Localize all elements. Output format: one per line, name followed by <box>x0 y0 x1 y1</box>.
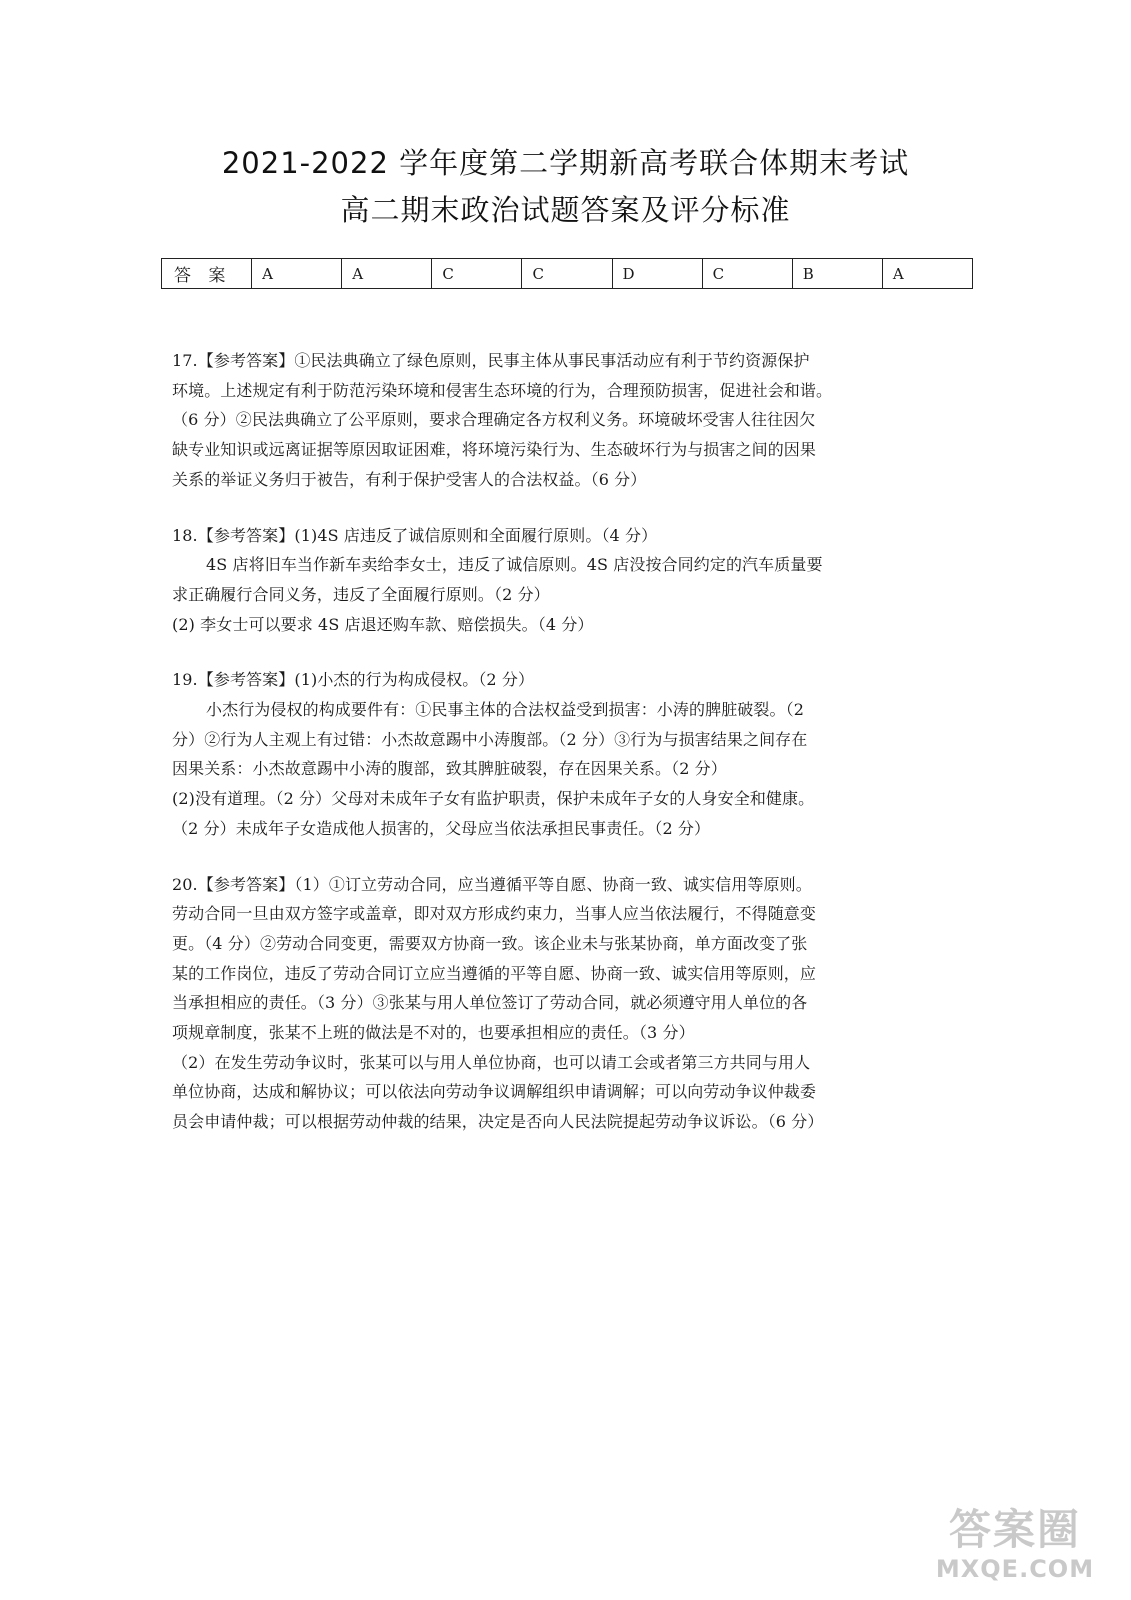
answer-line: 缺专业知识或远离证据等原因取证困难，将环境污染行为、生态破坏行为与损害之间的因果 <box>172 440 817 460</box>
answer-line: （2 分）未成年子女造成他人损害的，父母应当依法承担民事责任。（2 分） <box>172 818 711 838</box>
answer-cell-1: A <box>252 259 342 289</box>
answer-content <box>172 346 962 1163</box>
question-number: 20. <box>172 874 198 894</box>
answer-line: 某的工作岗位，违反了劳动合同订立应当遵循的平等自愿、协商一致、诚实信用等原则，应 <box>172 963 817 983</box>
answer-line: 劳动合同一旦由双方签字或盖章，即对双方形成约束力，当事人应当依法履行，不得随意变 <box>172 904 817 924</box>
answer-line: （6 分）②民法典确立了公平原则，要求合理确定各方权利义务。环境破坏受害人往往因欠 <box>172 410 816 430</box>
question-number: 17. <box>172 351 198 370</box>
answer-line: 项规章制度，张某不上班的做法是不对的，也要承担相应的责任。（3 分） <box>172 1023 695 1043</box>
answer-cell-3: C <box>432 259 522 289</box>
answer-line: 19.【参考答案】(1)小杰的行为构成侵权。（2 分） <box>172 670 535 690</box>
answer-line: 20.【参考答案】（1）①订立劳动合同，应当遵循平等自愿、协商一致、诚实信用等原则。 <box>172 874 812 894</box>
page-title: 2021-2022 学年度第二学期新高考联合体期末考试 <box>221 146 910 180</box>
question-18-answer <box>172 521 962 640</box>
answer-label: 【参考答案】 <box>197 525 295 545</box>
answer-line: 更。（4 分）②劳动合同变更，需要双方协商一致。该企业未与张某协商，单方面改变了张 <box>172 933 808 953</box>
answer-line: 求正确履行合同义务，违反了全面履行原则。（2 分） <box>172 584 550 604</box>
answer-cell-7: B <box>792 259 882 289</box>
answer-table-label: 答 案 <box>162 259 252 289</box>
answer-line: 因果关系：小杰故意踢中小涛的腹部，致其脾脏破裂，存在因果关系。（2 分） <box>172 759 727 779</box>
answer-table <box>161 258 973 289</box>
answer-line: 小杰行为侵权的构成要件有：①民事主体的合法权益受到损害：小涛的脾脏破裂。（2 <box>206 700 804 720</box>
question-20-answer <box>172 870 962 1137</box>
answer-line: (2) 李女士可以要求 4S 店退还购车款、赔偿损失。（4 分） <box>172 614 594 634</box>
answer-line: 当承担相应的责任。（3 分）③张某与用人单位签订了劳动合同，就必须遵守用人单位的各 <box>172 993 808 1013</box>
answer-cell-4: C <box>522 259 612 289</box>
question-number: 18. <box>172 525 198 545</box>
answer-line: （2）在发生劳动争议时，张某可以与用人单位协商，也可以请工会或者第三方共同与用人 <box>172 1052 811 1072</box>
answer-line: 员会申请仲裁；可以根据劳动仲裁的结果，决定是否向人民法院提起劳动争议诉讼。（6 分） <box>172 1112 824 1132</box>
answer-label: 【参考答案】 <box>197 670 295 690</box>
question-number: 19. <box>172 670 198 690</box>
watermark-logo <box>927 1504 1103 1586</box>
answer-label: 【参考答案】 <box>197 351 295 370</box>
answer-cell-5: D <box>612 259 702 289</box>
answer-line: 4S 店将旧车当作新车卖给李女士，违反了诚信原则。4S 店没按合同约定的汽车质量要 <box>206 555 823 575</box>
answer-line: 18.【参考答案】(1)4S 店违反了诚信原则和全面履行原则。（4 分） <box>172 525 658 545</box>
answer-label: 【参考答案】 <box>197 874 295 894</box>
answer-line: 17.【参考答案】①民法典确立了绿色原则，民事主体从事民事活动应有利于节约资源保护 <box>172 351 810 370</box>
answer-cell-6: C <box>702 259 792 289</box>
page-subtitle: 高二期末政治试题答案及评分标准 <box>340 193 791 227</box>
answer-row <box>162 259 973 289</box>
answer-line: 环境。上述规定有利于防范污染环境和侵害生态环境的行为，合理预防损害，促进社会和谐。 <box>172 380 833 400</box>
answer-line: 关系的举证义务归于被告，有利于保护受害人的合法权益。（6 分） <box>172 469 647 489</box>
answer-line: 单位协商，达成和解协议；可以依法向劳动争议调解组织申请调解；可以向劳动争议仲裁委 <box>172 1082 817 1102</box>
answer-cell-8: A <box>882 259 972 289</box>
question-17-answer <box>172 346 962 495</box>
answer-line: 分）②行为人主观上有过错：小杰故意踢中小涛腹部。（2 分）③行为与损害结果之间存在 <box>172 729 808 749</box>
watermark-url: MXQE.COM <box>935 1555 1095 1583</box>
answer-cell-2: A <box>342 259 432 289</box>
question-19-answer <box>172 665 962 843</box>
watermark-text: 答案圈 <box>948 1505 1081 1554</box>
answer-line: (2)没有道理。（2 分）父母对未成年子女有监护职责，保护未成年子女的人身安全和健康。 <box>172 789 815 809</box>
